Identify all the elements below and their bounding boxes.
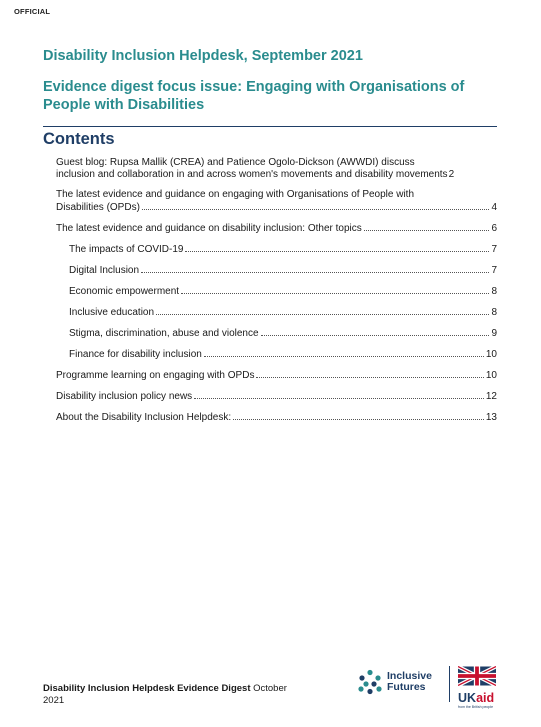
toc-entry-text-line: Guest blog: Rupsa Mallik (CREA) and Patience Ogolo-Dickson (AWWDI) discuss bbox=[56, 157, 415, 168]
toc-entry-about-helpdesk[interactable] bbox=[56, 411, 497, 424]
toc-entry-evidence-opds[interactable] bbox=[56, 189, 497, 214]
toc-leader-dots bbox=[185, 243, 489, 252]
toc-entry-covid[interactable] bbox=[56, 243, 497, 256]
toc-entry-programme-learning[interactable] bbox=[56, 369, 497, 382]
toc-page-number: 13 bbox=[485, 412, 497, 423]
toc-entry-text: Disability inclusion policy news bbox=[56, 391, 193, 402]
ukaid-logo bbox=[458, 666, 496, 709]
toc-entry-text: The impacts of COVID-19 bbox=[69, 244, 184, 255]
toc-entry-text: Inclusive education bbox=[69, 307, 155, 318]
toc-page-number: 12 bbox=[485, 391, 497, 402]
inclusive-futures-icon bbox=[357, 669, 383, 695]
toc-leader-dots bbox=[141, 264, 489, 273]
toc-entry-text: Stigma, discrimination, abuse and violence bbox=[69, 328, 259, 339]
ukaid-aid-text: aid bbox=[476, 691, 495, 705]
toc-entry-stigma[interactable] bbox=[56, 327, 497, 340]
inclusive-futures-logo bbox=[357, 669, 432, 695]
toc-entry-other-topics[interactable] bbox=[56, 222, 497, 235]
toc-leader-dots bbox=[181, 285, 489, 294]
toc-page-number: 2 bbox=[448, 169, 455, 180]
toc-entry-economic-empowerment[interactable] bbox=[56, 285, 497, 298]
ukaid-uk-text: UK bbox=[458, 691, 477, 705]
document-subtitle: Evidence digest focus issue: Engaging with Organisations of People with Disabilities bbox=[43, 79, 465, 113]
toc-leader-dots bbox=[156, 306, 489, 315]
classification-marking: OFFICIAL bbox=[14, 7, 51, 16]
toc-entry-text: About the Disability Inclusion Helpdesk: bbox=[56, 412, 232, 423]
toc-entry-text: Digital Inclusion bbox=[69, 265, 140, 276]
toc-entry-text-line: The latest evidence and guidance on engaging with Organisations of People with bbox=[56, 189, 415, 200]
toc-entry-guest-blog[interactable] bbox=[56, 157, 497, 181]
toc-leader-dots bbox=[256, 369, 483, 378]
footer-doc-title: Disability Inclusion Helpdesk Evidence Digest bbox=[43, 683, 251, 694]
union-flag-icon bbox=[458, 666, 496, 686]
table-of-contents bbox=[56, 157, 497, 432]
toc-page-number: 7 bbox=[491, 265, 497, 276]
toc-page-number: 6 bbox=[491, 223, 497, 234]
toc-entry-text: Programme learning on engaging with OPDs bbox=[56, 370, 255, 381]
inclusive-futures-name-line2: Futures bbox=[387, 681, 426, 693]
toc-leader-dots bbox=[364, 222, 490, 231]
footer-document-info bbox=[43, 683, 287, 707]
toc-page-number: 7 bbox=[491, 244, 497, 255]
toc-entry-text: The latest evidence and guidance on disability inclusion: Other topics bbox=[56, 223, 362, 234]
toc-page-number: 8 bbox=[491, 286, 497, 297]
toc-leader-dots bbox=[233, 411, 484, 420]
toc-entry-text: Economic empowerment bbox=[69, 286, 180, 297]
toc-leader-dots bbox=[261, 327, 490, 336]
toc-entry-finance[interactable] bbox=[56, 348, 497, 361]
toc-page-number: 10 bbox=[485, 349, 497, 360]
toc-entry-policy-news[interactable] bbox=[56, 390, 497, 403]
footer-date-month: October bbox=[253, 683, 287, 694]
footer-date-year: 2021 bbox=[43, 695, 65, 706]
inclusive-futures-name-line1: Inclusive bbox=[387, 670, 432, 682]
logo-divider bbox=[449, 666, 450, 702]
document-title: Disability Inclusion Helpdesk, September 2021 bbox=[43, 48, 363, 64]
toc-entry-text-line: inclusion and collaboration in and across women's movements and disability movements bbox=[56, 169, 448, 180]
contents-heading: Contents bbox=[43, 130, 115, 148]
toc-entry-digital-inclusion[interactable] bbox=[56, 264, 497, 277]
toc-entry-text: Finance for disability inclusion bbox=[69, 349, 202, 360]
toc-leader-dots bbox=[204, 348, 484, 357]
ukaid-wordmark bbox=[458, 692, 496, 705]
heading-divider bbox=[43, 126, 497, 127]
toc-entry-text-line: Disabilities (OPDs) bbox=[56, 202, 140, 213]
toc-page-number: 10 bbox=[485, 370, 497, 381]
toc-entry-inclusive-education[interactable] bbox=[56, 306, 497, 319]
ukaid-tagline: from the British people bbox=[458, 705, 494, 709]
toc-page-number: 9 bbox=[491, 328, 497, 339]
toc-leader-dots bbox=[194, 390, 484, 399]
toc-page-number: 8 bbox=[491, 307, 497, 318]
toc-page-number: 4 bbox=[491, 202, 497, 213]
toc-leader-dots bbox=[142, 201, 490, 210]
